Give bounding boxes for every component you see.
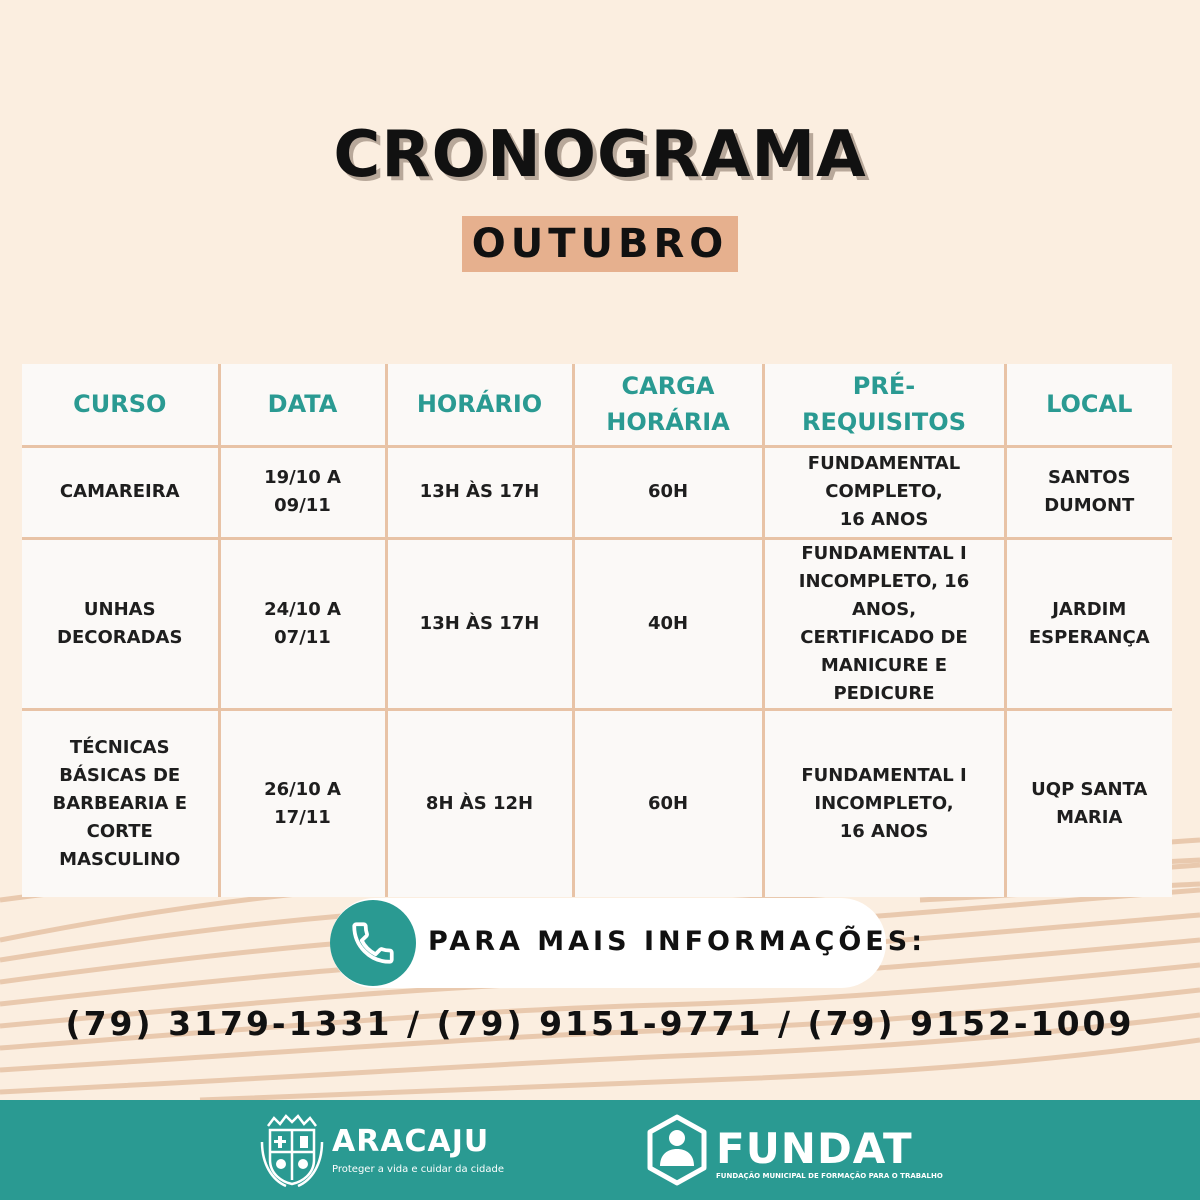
schedule-table bbox=[22, 364, 1172, 897]
header-pre-requisitos: PRÉ- REQUISITOS bbox=[763, 364, 1005, 446]
phone-button[interactable] bbox=[330, 900, 416, 986]
cell-data: 19/10 A 09/11 bbox=[219, 446, 386, 538]
table-row bbox=[22, 709, 1172, 897]
cell-local: UQP SANTA MARIA bbox=[1005, 709, 1172, 897]
cell-horario: 8H ÀS 12H bbox=[386, 709, 573, 897]
phone-numbers[interactable]: (79) 3179-1331 / (79) 9151-9771 / (79) 9152-1009 bbox=[65, 1004, 1135, 1043]
header-local: LOCAL bbox=[1005, 364, 1172, 446]
cell-curso: CAMAREIRA bbox=[22, 446, 219, 538]
contact-banner bbox=[330, 898, 926, 988]
fundat-hexagon-icon bbox=[646, 1114, 708, 1186]
footer bbox=[0, 1100, 1200, 1200]
table-header-row bbox=[22, 364, 1172, 446]
table-row bbox=[22, 538, 1172, 709]
table-row bbox=[22, 446, 1172, 538]
cell-horario: 13H ÀS 17H bbox=[386, 446, 573, 538]
cell-prereq: FUNDAMENTAL COMPLETO, 16 ANOS bbox=[763, 446, 1005, 538]
cell-horario: 13H ÀS 17H bbox=[386, 538, 573, 709]
header-data: DATA bbox=[219, 364, 386, 446]
header-curso: CURSO bbox=[22, 364, 219, 446]
cell-carga: 40H bbox=[573, 538, 763, 709]
header-horario: HORÁRIO bbox=[386, 364, 573, 446]
aracaju-crest-icon bbox=[260, 1112, 324, 1188]
aracaju-tagline: Proteger a vida e cuidar da cidade bbox=[332, 1164, 505, 1175]
fundat-tagline: FUNDAÇÃO MUNICIPAL DE FORMAÇÃO PARA O TRABALHO bbox=[716, 1172, 943, 1180]
cell-carga: 60H bbox=[573, 446, 763, 538]
cell-local: SANTOS DUMONT bbox=[1005, 446, 1172, 538]
cell-curso: TÉCNICAS BÁSICAS DE BARBEARIA E CORTE MASCULINO bbox=[22, 709, 219, 897]
fundat-name: FUNDAT bbox=[716, 1124, 913, 1173]
fundat-logo bbox=[646, 1114, 943, 1190]
aracaju-logo bbox=[260, 1112, 505, 1188]
contact-label: PARA MAIS INFORMAÇÕES: bbox=[428, 926, 926, 957]
phone-icon bbox=[348, 918, 398, 968]
cell-data: 26/10 A 17/11 bbox=[219, 709, 386, 897]
cell-prereq: FUNDAMENTAL I INCOMPLETO, 16 ANOS, CERTIFICADO DE MANICURE E PEDICURE bbox=[763, 538, 1005, 709]
cell-carga: 60H bbox=[573, 709, 763, 897]
cell-prereq: FUNDAMENTAL I INCOMPLETO, 16 ANOS bbox=[763, 709, 1005, 897]
month-label: OUTUBRO bbox=[462, 216, 739, 272]
cell-data: 24/10 A 07/11 bbox=[219, 538, 386, 709]
header-carga-horaria: CARGA HORÁRIA bbox=[573, 364, 763, 446]
page-title: CRONOGRAMA bbox=[333, 118, 867, 192]
aracaju-name: ARACAJU bbox=[332, 1124, 490, 1159]
cell-curso: UNHAS DECORADAS bbox=[22, 538, 219, 709]
cell-local: JARDIM ESPERANÇA bbox=[1005, 538, 1172, 709]
